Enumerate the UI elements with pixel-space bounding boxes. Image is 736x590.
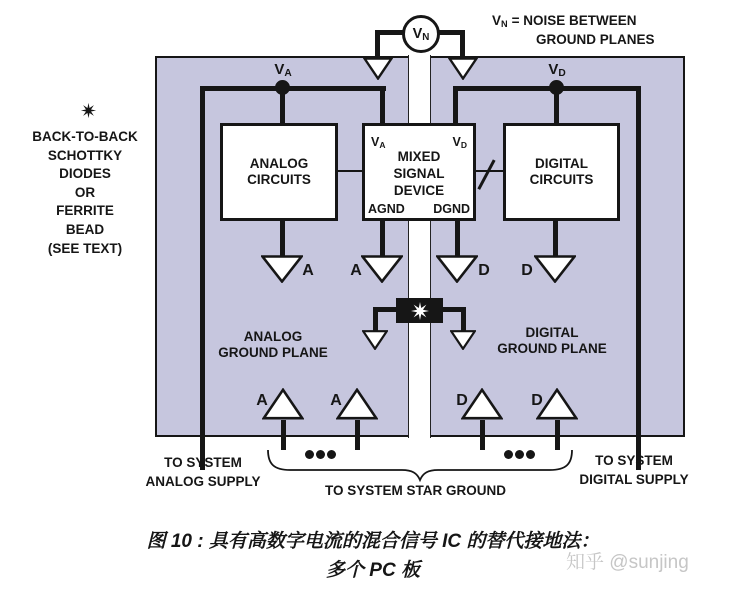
wire-analog-supply (200, 86, 205, 470)
gnd-pin-label-d2: D (521, 262, 533, 279)
star-symbol-icon (410, 301, 430, 321)
mixed-agnd-pin: AGND (368, 202, 405, 216)
va-rail-label: $V_A$ (274, 61, 292, 79)
wire-vn-left-h (378, 30, 404, 35)
wire-va-to-mixed (380, 86, 385, 126)
mixed-dgnd-pin: DGND (433, 202, 470, 216)
supply-pin-label-a1: A (256, 392, 268, 409)
va-junction-dot (275, 80, 290, 95)
schottky-note: BACK-TO-BACK SCHOTTKY DIODES OR FERRITE BEAD (SEE TEXT) (32, 129, 138, 256)
wire-digital-supply (636, 86, 641, 470)
ground-arrow-icon (363, 57, 393, 80)
star-component-box (396, 298, 443, 323)
ground-arrow-icon (450, 330, 476, 350)
mixed-va-pin: $V_A$ (371, 135, 386, 150)
ground-arrow-icon (448, 57, 478, 80)
digital-supply-label: TO SYSTEM DIGITAL SUPPLY (579, 453, 689, 487)
wire-vd-to-mixed (453, 86, 458, 126)
supply-pin-label-a2: A (330, 392, 342, 409)
supply-pin-label-d2: D (531, 392, 543, 409)
mixed-vd-pin: $V_D$ (452, 135, 467, 150)
wire-vd-bus (453, 86, 641, 91)
wire-va-bus (200, 86, 386, 91)
ground-arrow-icon (534, 255, 576, 283)
star-ground-brace-icon (262, 444, 580, 484)
vd-junction-dot (549, 80, 564, 95)
mixed-box-name: MIXED SIGNAL DEVICE (393, 149, 445, 198)
gnd-pin-label-a2: A (350, 262, 362, 279)
noise-note-line2: GROUND PLANES (536, 32, 655, 47)
vd-rail-label: $V_D$ (548, 61, 566, 79)
noise-source-icon (402, 15, 440, 53)
digital-plane-label: DIGITAL GROUND PLANE (497, 325, 607, 356)
star-symbol-icon (80, 102, 97, 119)
supply-pin-label-d1: D (456, 392, 468, 409)
analog-circuits-box: ANALOG CIRCUITS (220, 123, 338, 221)
digital-circuits-box: DIGITAL CIRCUITS (503, 123, 620, 221)
mixed-signal-device-box (362, 123, 476, 221)
board-slot (408, 55, 431, 438)
star-ground-label: TO SYSTEM STAR GROUND (324, 483, 506, 498)
ground-arrow-icon (362, 330, 388, 350)
vn-source-label: $V_N$ (412, 25, 430, 43)
analog-plane-label: ANALOG GROUND PLANE (218, 329, 328, 360)
figure-caption: 图 10 : 具有高数字电流的混合信号 IC 的替代接地法： 多个 PC 板 (146, 531, 600, 581)
watermark: 知乎 @sunjing (566, 552, 689, 573)
noise-note-line1: $V_N$ = NOISE BETWEEN (492, 13, 637, 29)
gnd-pin-label-d1: D (478, 262, 490, 279)
gnd-pin-label-a1: A (302, 262, 314, 279)
analog-supply-label: TO SYSTEM ANALOG SUPPLY (145, 455, 261, 489)
wire-analog-mixed-link (336, 170, 364, 172)
